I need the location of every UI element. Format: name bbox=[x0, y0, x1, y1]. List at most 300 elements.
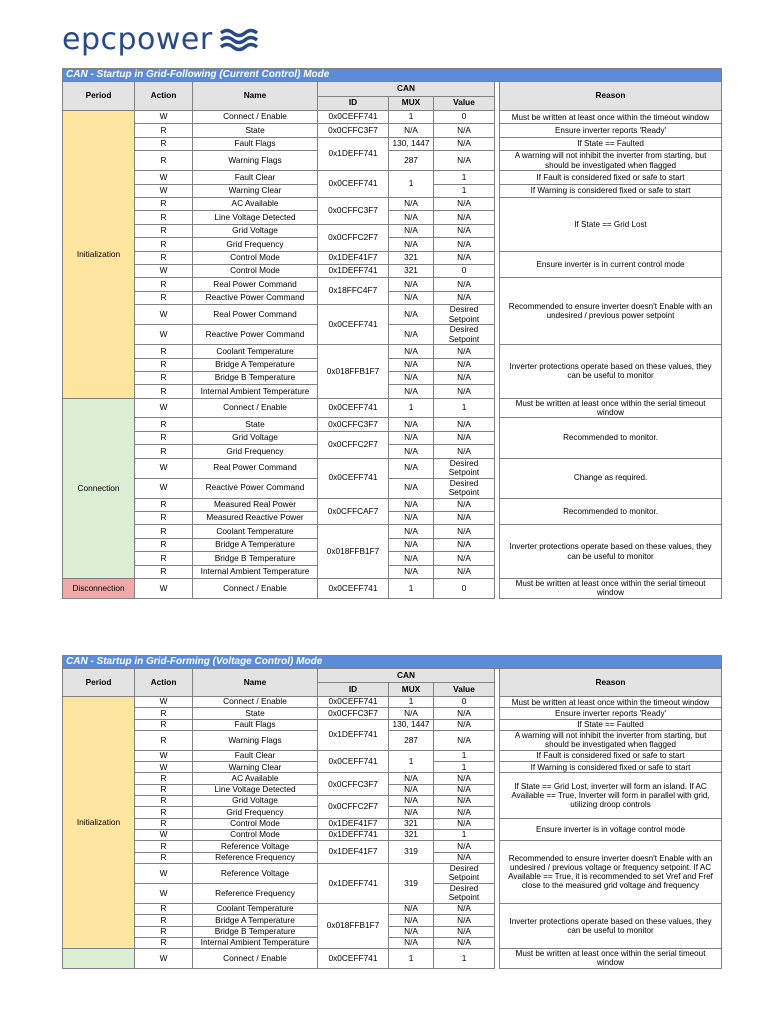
action-cell: R bbox=[135, 926, 193, 937]
reason-cell: Must be written at least once within the timeout window bbox=[500, 111, 722, 124]
value-cell: N/A bbox=[434, 498, 495, 511]
name-cell: AC Available bbox=[193, 197, 318, 210]
table-row bbox=[63, 818, 722, 829]
period-cell bbox=[63, 949, 135, 969]
value-cell: N/A bbox=[434, 251, 495, 264]
action-cell: R bbox=[135, 552, 193, 565]
can-id-cell: 0x1DEFF741 bbox=[318, 719, 389, 750]
name-cell: Reference Voltage bbox=[193, 841, 318, 852]
name-cell: AC Available bbox=[193, 773, 318, 784]
action-cell: R bbox=[135, 852, 193, 863]
value-cell: N/A bbox=[434, 418, 495, 431]
mux-cell: N/A bbox=[389, 211, 434, 224]
reason-cell: Ensure inverter is in voltage control mode bbox=[500, 818, 722, 841]
value-cell: N/A bbox=[434, 926, 495, 937]
name-cell: Real Power Command bbox=[193, 305, 318, 325]
action-cell: R bbox=[135, 197, 193, 210]
value-cell: N/A bbox=[434, 445, 495, 458]
column-header-value: Value bbox=[434, 683, 495, 697]
can-id-cell: 0x0CEFF741 bbox=[318, 949, 389, 969]
can-id-cell: 0x018FFB1F7 bbox=[318, 525, 389, 579]
value-cell: N/A bbox=[434, 784, 495, 795]
name-cell: Reference Frequency bbox=[193, 883, 318, 903]
reason-cell: If Warning is considered fixed or safe to start bbox=[500, 762, 722, 773]
mux-cell: 130, 1447 bbox=[389, 137, 434, 150]
table-title: CAN - Startup in Grid-Following (Current Control) Mode bbox=[63, 69, 722, 82]
action-cell: R bbox=[135, 937, 193, 948]
table-title: CAN - Startup in Grid-Forming (Voltage Control) Mode bbox=[63, 656, 722, 669]
name-cell: Real Power Command bbox=[193, 278, 318, 291]
action-cell: R bbox=[135, 719, 193, 730]
action-cell: W bbox=[135, 579, 193, 599]
name-cell: Reactive Power Command bbox=[193, 291, 318, 304]
mux-cell: N/A bbox=[389, 124, 434, 137]
action-cell: W bbox=[135, 184, 193, 197]
name-cell: Connect / Enable bbox=[193, 579, 318, 599]
mux-cell: 287 bbox=[389, 730, 434, 750]
mux-cell: 321 bbox=[389, 264, 434, 277]
mux-cell: 1 bbox=[389, 697, 434, 708]
value-cell: N/A bbox=[434, 937, 495, 948]
action-cell: R bbox=[135, 385, 193, 398]
table-row bbox=[63, 345, 722, 358]
value-cell: N/A bbox=[434, 730, 495, 750]
can-id-cell: 0x1DEFF741 bbox=[318, 264, 389, 277]
column-header-period: Period bbox=[63, 669, 135, 697]
reason-cell: Must be written at least once within the serial timeout window bbox=[500, 949, 722, 969]
value-cell: N/A bbox=[434, 137, 495, 150]
can-id-cell: 0x1DEF41F7 bbox=[318, 841, 389, 864]
name-cell: Real Power Command bbox=[193, 458, 318, 478]
action-cell: W bbox=[135, 697, 193, 708]
can-id-cell: 0x018FFB1F7 bbox=[318, 903, 389, 948]
name-cell: Bridge B Temperature bbox=[193, 371, 318, 384]
action-cell: W bbox=[135, 171, 193, 184]
period-cell: Disconnection bbox=[63, 579, 135, 599]
name-cell: Fault Clear bbox=[193, 750, 318, 761]
reason-cell: Recommended to ensure inverter doesn't Enable with an undesired / previous power setpoint bbox=[500, 278, 722, 345]
name-cell: Reactive Power Command bbox=[193, 478, 318, 498]
value-cell: N/A bbox=[434, 903, 495, 914]
mux-cell: 321 bbox=[389, 251, 434, 264]
action-cell: R bbox=[135, 708, 193, 719]
mux-cell: 1 bbox=[389, 949, 434, 969]
action-cell: R bbox=[135, 903, 193, 914]
mux-cell: N/A bbox=[389, 305, 434, 325]
value-cell: N/A bbox=[434, 552, 495, 565]
can-id-cell: 0x0CEFF741 bbox=[318, 305, 389, 345]
mux-cell: N/A bbox=[389, 238, 434, 251]
table-row bbox=[63, 124, 722, 137]
value-cell: Desired Setpoint bbox=[434, 458, 495, 478]
column-header-name: Name bbox=[193, 669, 318, 697]
grid-forming-table bbox=[62, 655, 722, 969]
reason-cell: Inverter protections operate based on these values, they can be useful to monitor bbox=[500, 345, 722, 399]
action-cell: R bbox=[135, 238, 193, 251]
reason-cell: Ensure inverter reports 'Ready' bbox=[500, 124, 722, 137]
can-id-cell: 0x0CFFC3F7 bbox=[318, 197, 389, 224]
action-cell: R bbox=[135, 841, 193, 852]
value-cell: N/A bbox=[434, 224, 495, 237]
period-cell: Connection bbox=[63, 398, 135, 578]
reason-cell: Must be written at least once within the serial timeout window bbox=[500, 398, 722, 418]
mux-cell: N/A bbox=[389, 197, 434, 210]
name-cell: Connect / Enable bbox=[193, 949, 318, 969]
column-header-id: ID bbox=[318, 96, 389, 111]
value-cell: 0 bbox=[434, 697, 495, 708]
name-cell: Grid Frequency bbox=[193, 238, 318, 251]
action-cell: W bbox=[135, 398, 193, 418]
value-cell: N/A bbox=[434, 431, 495, 444]
action-cell: R bbox=[135, 358, 193, 371]
table-row bbox=[63, 579, 722, 599]
table-row bbox=[63, 841, 722, 852]
reason-cell: If Fault is considered fixed or safe to start bbox=[500, 750, 722, 761]
action-cell: W bbox=[135, 305, 193, 325]
value-cell: N/A bbox=[434, 852, 495, 863]
mux-cell: N/A bbox=[389, 498, 434, 511]
reason-cell: Ensure inverter is in current control mode bbox=[500, 251, 722, 278]
mux-cell: N/A bbox=[389, 538, 434, 551]
name-cell: Connect / Enable bbox=[193, 697, 318, 708]
mux-cell: N/A bbox=[389, 903, 434, 914]
period-cell: Initialization bbox=[63, 697, 135, 949]
mux-cell: N/A bbox=[389, 358, 434, 371]
epcpower-logo bbox=[62, 22, 259, 56]
mux-cell: N/A bbox=[389, 371, 434, 384]
can-id-cell: 0x0CEFF741 bbox=[318, 579, 389, 599]
can-id-cell: 0x0CFFC2F7 bbox=[318, 431, 389, 458]
value-cell: N/A bbox=[434, 915, 495, 926]
action-cell: R bbox=[135, 278, 193, 291]
table-row bbox=[63, 525, 722, 538]
name-cell: Line Voltage Detected bbox=[193, 784, 318, 795]
table-row bbox=[63, 137, 722, 150]
can-id-cell: 0x1DEFF741 bbox=[318, 829, 389, 840]
can-id-cell: 0x0CEFF741 bbox=[318, 171, 389, 198]
action-cell: W bbox=[135, 111, 193, 124]
action-cell: R bbox=[135, 251, 193, 264]
period-cell: Initialization bbox=[63, 111, 135, 399]
name-cell: Connect / Enable bbox=[193, 398, 318, 418]
table-row bbox=[63, 278, 722, 291]
name-cell: Coolant Temperature bbox=[193, 903, 318, 914]
name-cell: State bbox=[193, 708, 318, 719]
name-cell: Reference Voltage bbox=[193, 863, 318, 883]
value-cell: 1 bbox=[434, 171, 495, 184]
action-cell: R bbox=[135, 784, 193, 795]
table-row bbox=[63, 697, 722, 708]
action-cell: W bbox=[135, 762, 193, 773]
reason-cell: A warning will not inhibit the inverter from starting, but should be investigated when flagged bbox=[500, 730, 722, 750]
action-cell: R bbox=[135, 137, 193, 150]
name-cell: State bbox=[193, 124, 318, 137]
value-cell: N/A bbox=[434, 818, 495, 829]
can-id-cell: 0x1DEF41F7 bbox=[318, 251, 389, 264]
mux-cell: N/A bbox=[389, 525, 434, 538]
table-row bbox=[63, 719, 722, 730]
mux-cell: 1 bbox=[389, 750, 434, 773]
value-cell: N/A bbox=[434, 565, 495, 578]
value-cell: 1 bbox=[434, 398, 495, 418]
reason-cell: If Fault is considered fixed or safe to start bbox=[500, 171, 722, 184]
mux-cell: N/A bbox=[389, 784, 434, 795]
action-cell: R bbox=[135, 512, 193, 525]
value-cell: N/A bbox=[434, 796, 495, 807]
action-cell: R bbox=[135, 796, 193, 807]
table-row bbox=[63, 171, 722, 184]
column-header-reason: Reason bbox=[500, 669, 722, 697]
name-cell: Grid Voltage bbox=[193, 796, 318, 807]
column-header-mux: MUX bbox=[389, 683, 434, 697]
table-row bbox=[63, 730, 722, 750]
action-cell: W bbox=[135, 883, 193, 903]
action-cell: R bbox=[135, 525, 193, 538]
value-cell: Desired Setpoint bbox=[434, 883, 495, 903]
value-cell: Desired Setpoint bbox=[434, 325, 495, 345]
action-cell: R bbox=[135, 818, 193, 829]
name-cell: Control Mode bbox=[193, 251, 318, 264]
value-cell: N/A bbox=[434, 211, 495, 224]
value-cell: Desired Setpoint bbox=[434, 305, 495, 325]
mux-cell: 1 bbox=[389, 171, 434, 198]
name-cell: Internal Ambient Temperature bbox=[193, 385, 318, 398]
action-cell: R bbox=[135, 445, 193, 458]
name-cell: Coolant Temperature bbox=[193, 525, 318, 538]
value-cell: 0 bbox=[434, 111, 495, 124]
column-header-mux: MUX bbox=[389, 96, 434, 111]
column-header-name: Name bbox=[193, 82, 318, 111]
table-row bbox=[63, 949, 722, 969]
mux-cell: N/A bbox=[389, 915, 434, 926]
reason-cell: Inverter protections operate based on these values, they can be useful to monitor bbox=[500, 525, 722, 579]
mux-cell: N/A bbox=[389, 708, 434, 719]
value-cell: N/A bbox=[434, 124, 495, 137]
table-row bbox=[63, 750, 722, 761]
name-cell: Warning Clear bbox=[193, 184, 318, 197]
name-cell: Internal Ambient Temperature bbox=[193, 937, 318, 948]
table-row bbox=[63, 197, 722, 210]
reason-cell: If State == Grid Lost, inverter will form an island. If AC Available == True, Inverter will form in parallel with grid, utilizing droop controls bbox=[500, 773, 722, 818]
name-cell: Fault Flags bbox=[193, 719, 318, 730]
action-cell: W bbox=[135, 863, 193, 883]
value-cell: 1 bbox=[434, 750, 495, 761]
value-cell: 1 bbox=[434, 762, 495, 773]
name-cell: Bridge B Temperature bbox=[193, 552, 318, 565]
name-cell: Reactive Power Command bbox=[193, 325, 318, 345]
action-cell: R bbox=[135, 915, 193, 926]
action-cell: W bbox=[135, 325, 193, 345]
action-cell: R bbox=[135, 151, 193, 171]
table-row bbox=[63, 708, 722, 719]
name-cell: Coolant Temperature bbox=[193, 345, 318, 358]
value-cell: 1 bbox=[434, 184, 495, 197]
action-cell: W bbox=[135, 458, 193, 478]
action-cell: W bbox=[135, 750, 193, 761]
name-cell: Reference Frequency bbox=[193, 852, 318, 863]
can-id-cell: 0x0CFFC2F7 bbox=[318, 224, 389, 251]
mux-cell: N/A bbox=[389, 291, 434, 304]
name-cell: Bridge B Temperature bbox=[193, 926, 318, 937]
name-cell: Bridge A Temperature bbox=[193, 915, 318, 926]
column-header-can: CAN bbox=[318, 82, 495, 97]
action-cell: R bbox=[135, 211, 193, 224]
name-cell: Warning Clear bbox=[193, 762, 318, 773]
can-id-cell: 0x0CFFC2F7 bbox=[318, 796, 389, 819]
value-cell: N/A bbox=[434, 512, 495, 525]
can-id-cell: 0x0CFFC3F7 bbox=[318, 773, 389, 796]
mux-cell: 1 bbox=[389, 398, 434, 418]
reason-cell: Inverter protections operate based on these values, they can be useful to monitor bbox=[500, 903, 722, 948]
column-header-reason: Reason bbox=[500, 82, 722, 111]
reason-cell: If State == Grid Lost bbox=[500, 197, 722, 251]
table-row bbox=[63, 251, 722, 264]
name-cell: Connect / Enable bbox=[193, 111, 318, 124]
mux-cell: N/A bbox=[389, 478, 434, 498]
mux-cell: 1 bbox=[389, 579, 434, 599]
mux-cell: N/A bbox=[389, 552, 434, 565]
action-cell: R bbox=[135, 807, 193, 818]
name-cell: Control Mode bbox=[193, 829, 318, 840]
mux-cell: N/A bbox=[389, 773, 434, 784]
value-cell: N/A bbox=[434, 197, 495, 210]
action-cell: W bbox=[135, 478, 193, 498]
action-cell: W bbox=[135, 829, 193, 840]
mux-cell: N/A bbox=[389, 278, 434, 291]
name-cell: Measured Reactive Power bbox=[193, 512, 318, 525]
value-cell: Desired Setpoint bbox=[434, 863, 495, 883]
reason-cell: Recommended to monitor. bbox=[500, 498, 722, 525]
logo-waves-icon bbox=[219, 26, 259, 52]
can-id-cell: 0x0CEFF741 bbox=[318, 697, 389, 708]
value-cell: N/A bbox=[434, 291, 495, 304]
name-cell: Grid Voltage bbox=[193, 224, 318, 237]
name-cell: Line Voltage Detected bbox=[193, 211, 318, 224]
mux-cell: N/A bbox=[389, 345, 434, 358]
can-id-cell: 0x1DEFF741 bbox=[318, 137, 389, 170]
action-cell: R bbox=[135, 565, 193, 578]
value-cell: 0 bbox=[434, 579, 495, 599]
name-cell: Grid Voltage bbox=[193, 431, 318, 444]
column-header-action: Action bbox=[135, 82, 193, 111]
mux-cell: N/A bbox=[389, 512, 434, 525]
action-cell: W bbox=[135, 949, 193, 969]
value-cell: N/A bbox=[434, 841, 495, 852]
table-row bbox=[63, 773, 722, 784]
table-row bbox=[63, 458, 722, 478]
column-header-id: ID bbox=[318, 683, 389, 697]
reason-cell: Recommended to ensure inverter doesn't Enable with an undesired / previous voltage or frequency setpoint. If AC Available == True, it is recommended to set Vref and Fref close to the measured grid voltage and frequency bbox=[500, 841, 722, 904]
reason-cell: A warning will not inhibit the inverter from starting, but should be investigated when flagged bbox=[500, 151, 722, 171]
action-cell: R bbox=[135, 538, 193, 551]
value-cell: N/A bbox=[434, 538, 495, 551]
reason-cell: If Warning is considered fixed or safe to start bbox=[500, 184, 722, 197]
can-id-cell: 0x0CFFCAF7 bbox=[318, 498, 389, 525]
mux-cell: 321 bbox=[389, 829, 434, 840]
action-cell: W bbox=[135, 264, 193, 277]
name-cell: Measured Real Power bbox=[193, 498, 318, 511]
mux-cell: N/A bbox=[389, 385, 434, 398]
value-cell: N/A bbox=[434, 278, 495, 291]
table-row bbox=[63, 398, 722, 418]
name-cell: Grid Frequency bbox=[193, 807, 318, 818]
value-cell: N/A bbox=[434, 358, 495, 371]
column-header-value: Value bbox=[434, 96, 495, 111]
column-header-action: Action bbox=[135, 669, 193, 697]
action-cell: R bbox=[135, 730, 193, 750]
value-cell: N/A bbox=[434, 708, 495, 719]
mux-cell: 321 bbox=[389, 818, 434, 829]
mux-cell: N/A bbox=[389, 565, 434, 578]
name-cell: Bridge A Temperature bbox=[193, 358, 318, 371]
can-id-cell: 0x0CFFC3F7 bbox=[318, 708, 389, 719]
name-cell: Internal Ambient Temperature bbox=[193, 565, 318, 578]
can-id-cell: 0x1DEF41F7 bbox=[318, 818, 389, 829]
column-header-period: Period bbox=[63, 82, 135, 111]
name-cell: Warning Flags bbox=[193, 151, 318, 171]
value-cell: N/A bbox=[434, 525, 495, 538]
name-cell: State bbox=[193, 418, 318, 431]
table-row bbox=[63, 111, 722, 124]
value-cell: N/A bbox=[434, 719, 495, 730]
value-cell: N/A bbox=[434, 238, 495, 251]
reason-cell: Ensure inverter reports 'Ready' bbox=[500, 708, 722, 719]
action-cell: R bbox=[135, 291, 193, 304]
mux-cell: 319 bbox=[389, 863, 434, 903]
mux-cell: N/A bbox=[389, 224, 434, 237]
table-row bbox=[63, 151, 722, 171]
name-cell: Fault Flags bbox=[193, 137, 318, 150]
reason-cell: Recommended to monitor. bbox=[500, 418, 722, 458]
name-cell: Control Mode bbox=[193, 264, 318, 277]
name-cell: Control Mode bbox=[193, 818, 318, 829]
action-cell: R bbox=[135, 418, 193, 431]
value-cell: 1 bbox=[434, 949, 495, 969]
action-cell: R bbox=[135, 345, 193, 358]
value-cell: 1 bbox=[434, 829, 495, 840]
mux-cell: N/A bbox=[389, 807, 434, 818]
mux-cell: N/A bbox=[389, 445, 434, 458]
value-cell: N/A bbox=[434, 151, 495, 171]
table-row bbox=[63, 498, 722, 511]
logo-wordmark: epcpower bbox=[62, 21, 213, 57]
can-id-cell: 0x1DEFF741 bbox=[318, 863, 389, 903]
can-id-cell: 0x0CEFF741 bbox=[318, 750, 389, 773]
action-cell: R bbox=[135, 498, 193, 511]
can-id-cell: 0x0CEFF741 bbox=[318, 398, 389, 418]
can-id-cell: 0x018FFB1F7 bbox=[318, 345, 389, 399]
action-cell: R bbox=[135, 224, 193, 237]
action-cell: R bbox=[135, 431, 193, 444]
reason-cell: Must be written at least once within the serial timeout window bbox=[500, 579, 722, 599]
name-cell: Bridge A Temperature bbox=[193, 538, 318, 551]
can-id-cell: 0x0CEFF741 bbox=[318, 458, 389, 498]
can-id-cell: 0x0CFFC3F7 bbox=[318, 418, 389, 431]
value-cell: N/A bbox=[434, 807, 495, 818]
reason-cell: If State == Faulted bbox=[500, 137, 722, 150]
mux-cell: 319 bbox=[389, 841, 434, 864]
action-cell: R bbox=[135, 124, 193, 137]
name-cell: Grid Frequency bbox=[193, 445, 318, 458]
mux-cell: N/A bbox=[389, 937, 434, 948]
reason-cell: Must be written at least once within the timeout window bbox=[500, 697, 722, 708]
mux-cell: N/A bbox=[389, 431, 434, 444]
column-header-can: CAN bbox=[318, 669, 495, 683]
value-cell: N/A bbox=[434, 371, 495, 384]
reason-cell: If State == Faulted bbox=[500, 719, 722, 730]
mux-cell: N/A bbox=[389, 458, 434, 478]
can-id-cell: 0x0CFFC3F7 bbox=[318, 124, 389, 137]
